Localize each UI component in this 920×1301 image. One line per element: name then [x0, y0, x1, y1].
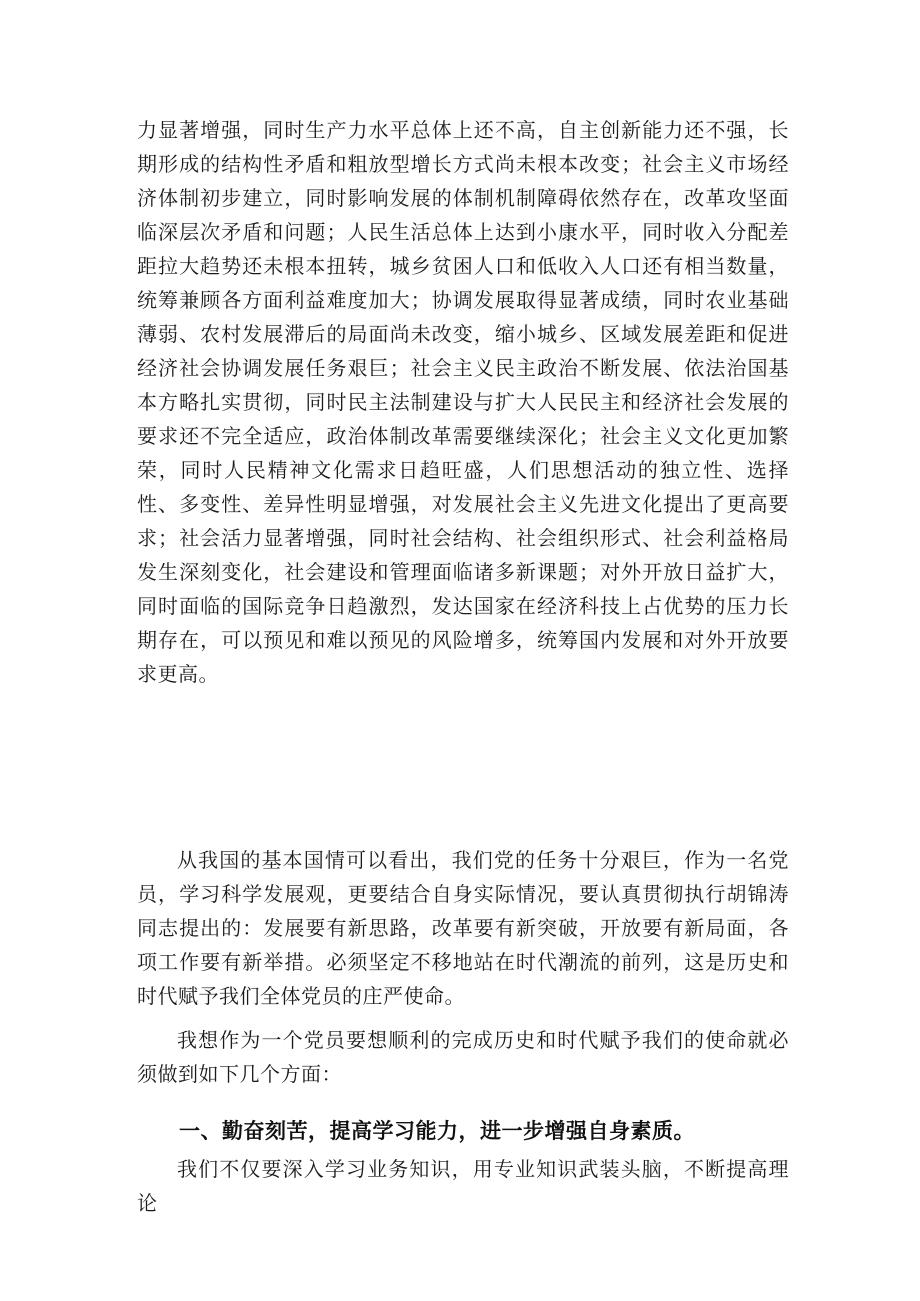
body-paragraph-intro-points: 我想作为一个党员要想顺利的完成历史和时代赋予我们的使命就必须做到如下几个方面： [137, 1028, 789, 1086]
section-heading-1: 一、勤奋刻苦，提高学习能力，进一步增强自身素质。 [179, 1119, 695, 1143]
body-paragraph-basic-conditions: 从我国的基本国情可以看出，我们党的任务十分艰巨，作为一名党员，学习科学发展观，更要结合自身实际情况，要认真贯彻执行胡锦涛同志提出的：发展要有新思路，改革要有新突破，开放要有新局面，各项工作要有新举措。必须坚定不移地站在时代潮流的前列，这是历史和时代赋予我们全体党员的庄严使命。 [137, 848, 789, 1008]
body-paragraph-study: 我们不仅要深入学习业务知识，用专业知识武装头脑，不断提高理论 [137, 1157, 789, 1215]
body-paragraph-continued: 力显著增强，同时生产力水平总体上还不高，自主创新能力还不强，长期形成的结构性矛盾和粗放型增长方式尚未根本改变；社会主义市场经济体制初步建立，同时影响发展的体制机制障碍依然存在，改革攻坚面临深层次矛盾和问题；人民生活总体上达到小康水平，同时收入分配差距拉大趋势还未根本扭转，城乡贫困人口和低收入人口还有相当数量，统筹兼顾各方面利益难度加大；协调发展取得显著成绩，同时农业基础薄弱、农村发展滞后的局面尚未改变，缩小城乡、区域发展差距和促进经济社会协调发展任务艰巨；社会主义民主政治不断发展、依法治国基本方略扎实贯彻，同时民主法制建设与扩大人民民主和经济社会发展的要求还不完全适应，政治体制改革需要继续深化；社会主义文化更加繁荣，同时人民精神文化需求日趋旺盛，人们思想活动的独立性、选择性、多变性、差异性明显增强，对发展社会主义先进文化提出了更高要求；社会活力显著增强，同时社会结构、社会组织形式、社会利益格局发生深刻变化，社会建设和管理面临诸多新课题；对外开放日益扩大，同时面临的国际竞争日趋激烈，发达国家在经济科技上占优势的压力长期存在，可以预见和难以预见的风险增多，统筹国内发展和对外开放要求更高。 [137, 118, 789, 686]
